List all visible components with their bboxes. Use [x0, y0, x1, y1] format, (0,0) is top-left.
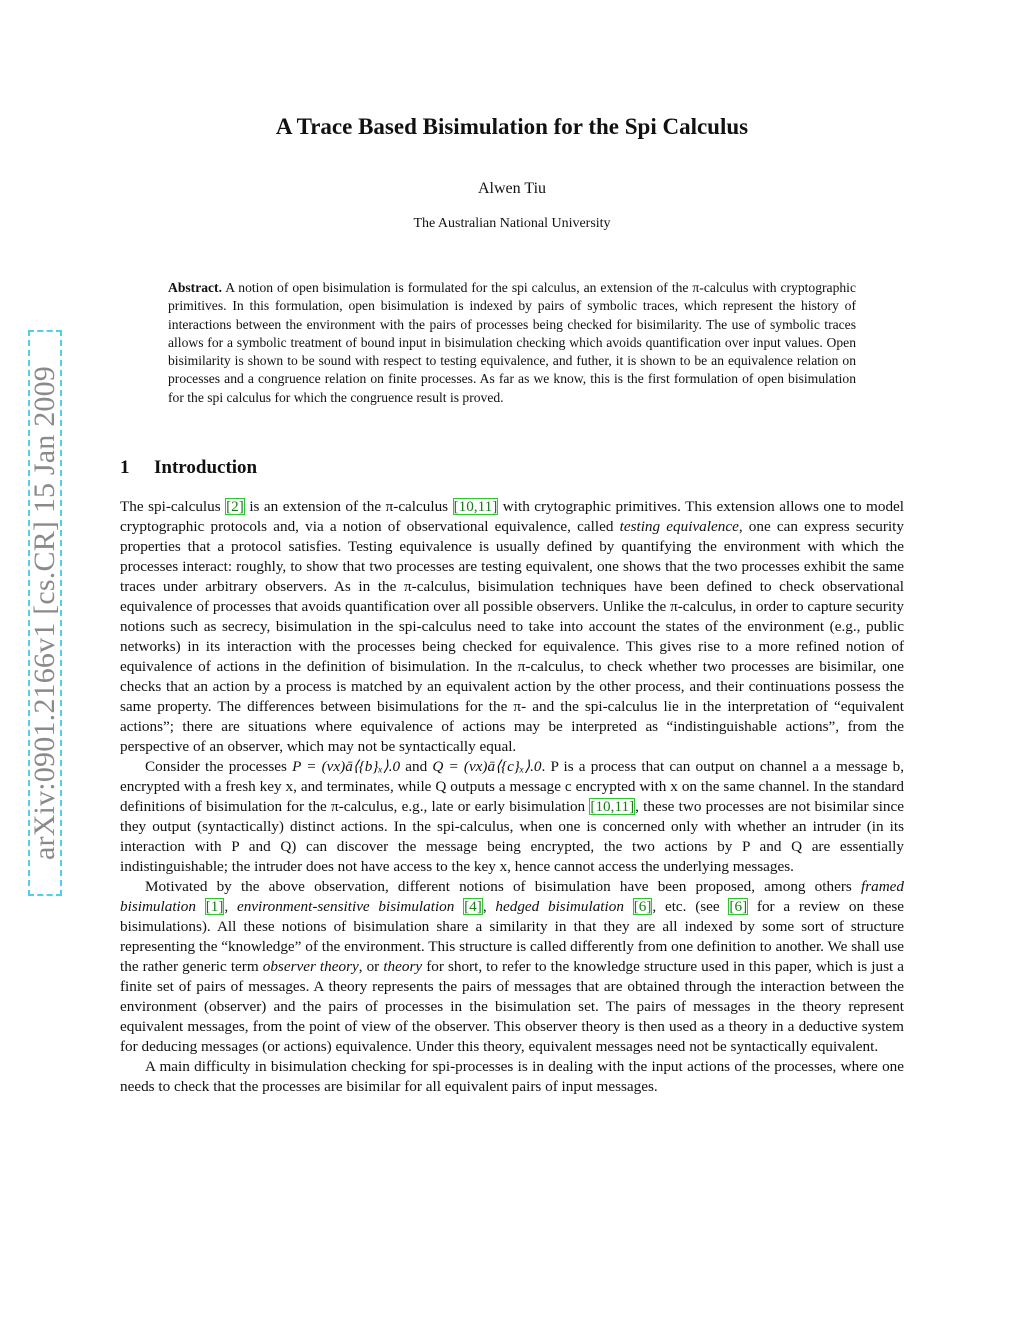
- text-span: . P is a process that can output on channel a a message b, encrypted with a fresh key x, and terminates, while Q outputs a message c encrypted with x on the same channel. In the standard definitions of bisimulation for the π-calculus, e.g., late or early bisimulation: [120, 758, 905, 815]
- citation-link[interactable]: [10,11]: [590, 798, 635, 815]
- author-affiliation: The Australian National University: [413, 216, 611, 231]
- paragraph-4: [120, 1057, 904, 1097]
- citation-link[interactable]: [6]: [633, 898, 652, 915]
- citation-link[interactable]: [6]: [729, 898, 748, 915]
- citation-link[interactable]: [10,11]: [453, 498, 498, 515]
- text-span: is an extension of the π-calculus: [249, 498, 449, 515]
- abstract-text: A notion of open bisimulation is formulated for the spi calculus, an extension of the π-calculus with cryptographic primitives. In this formulation, open bisimulation is indexed by pairs of symbolic traces, which represent the history of interactions between the environment with the pairs of processes being checked for bisimilarity. The use of symbolic traces allows for a symbolic treatment of bound input in bisimulation checking which avoids quantification over input values. Open bisimilarity is shown to be sound with respect to testing equivalence, and futher, it is shown to be an equivalence relation on processes and a congruence relation on finite processes. As far as we know, this is the first formulation of open bisimulation for the spi calculus for which the congruence result is proved.: [168, 280, 856, 405]
- paper-title: A Trace Based Bisimulation for the Spi Calculus: [275, 114, 749, 139]
- citation-link[interactable]: [1]: [205, 898, 224, 915]
- section-number: 1: [120, 457, 130, 478]
- text-span: Consider the processes: [145, 758, 287, 775]
- emphasis: testing equivalence: [619, 518, 739, 535]
- text-span: and: [405, 758, 428, 775]
- text-span: Motivated by the above observation, different notions of bisimulation have been proposed, among others: [145, 878, 852, 895]
- paragraph-1: [120, 497, 904, 757]
- text-span: , or: [358, 958, 380, 975]
- text-span: for short, to refer to the knowledge structure used in this paper, which is just a finite set of pairs of messages. A theory represents the pairs of messages that are obtained through the interaction between the environment (observer) and the pairs of processes in the bisimulation set. The pairs of messages in the theory represent equivalent messages, from the point of view of the observer. This observer theory is then used as a theory in a deductive system for deducing messages (or actions) equivalence. Under this theory, equivalent messages need not be syntactically equivalent.: [120, 958, 905, 1055]
- paragraph-3: Motivated by the above observation, different notions of bisimulation have been proposed, among others framed bisimulation [1], environment-sensitive bisimulation [4], hedged bisimulation [6], etc. (see [6] for a review on these bisimulations). All these notions of bisimulation share a similarity in that they are all indexed by some sort of structure representing the “knowledge” of the environment. This structure is called differently from one definition to another. We shall use the rather generic term observer theory, or theory for short, to refer to the knowledge structure used in this paper, which is just a finite set of pairs of messages. A theory represents the pairs of messages that are obtained through the interaction between the environment (observer) and the pairs of processes in the bisimulation set. The pairs of messages in the theory represent equivalent messages, from the point of view of the observer. This observer theory is then used as a theory in a deductive system for deducing messages (or actions) equivalence. Under this theory, equivalent messages need not be syntactically equivalent.: [120, 878, 905, 1055]
- formula: P = (νx)ā⟨{b}ₓ⟩.0: [292, 758, 401, 775]
- emphasis: hedged bisimulation: [495, 898, 624, 915]
- formula: Q = (νx)ā⟨{c}ₓ⟩.0: [432, 758, 542, 775]
- abstract-label: Abstract.: [168, 280, 222, 295]
- text-span: , etc. (see: [652, 898, 720, 915]
- text-span: The spi-calculus: [120, 498, 221, 515]
- abstract: [168, 279, 856, 407]
- citation-link[interactable]: [4]: [464, 898, 482, 915]
- text-span: , these two processes are not bisimilar since they output (syntactically) distinct actions. In the spi-calculus, when one is concerned only with whether an intruder (in its interaction with P and Q) can discover the message being encrypted, the two actions by P and Q are essentially indistinguishable; the intruder does not have access to the key x, hence cannot access the underlying messages.: [120, 798, 904, 875]
- text-span: for a review on these bisimulations). All these notions of bisimulation share a similarity in that they are all indexed by some sort of structure representing the “knowledge” of the environment. This structure is called differently from one definition to another. We shall use the rather generic term: [120, 898, 905, 975]
- emphasis: framed bisimulation: [120, 878, 905, 915]
- section-heading: [120, 457, 257, 479]
- emphasis: observer theory: [262, 958, 359, 975]
- arxiv-stamp: arXiv:0901.2166v1 [cs.CR] 15 Jan 2009: [28, 365, 61, 861]
- text-span: A main difficulty in bisimulation checking for spi-processes is in dealing with the input actions of the processes, where one needs to check that the processes are bisimilar for all equivalent pairs of input messages.: [120, 1058, 904, 1095]
- body-text: [120, 497, 904, 1097]
- emphasis: environment-sensitive bisimulation: [236, 898, 455, 915]
- section-title: Introduction: [154, 457, 258, 478]
- citation-link[interactable]: [2]: [226, 498, 244, 515]
- paragraph-2: [120, 757, 904, 877]
- author-name: Alwen Tiu: [477, 180, 547, 197]
- text-span: , one can express security properties that a protocol satisfies. Testing equivalence is usually defined by quantifying the environment with which the processes interact: roughly, to show that two processes are testing equivalent, one shows that the two processes exhibit the same traces under arbitrary observers. As in the π-calculus, bisimulation techniques have been defined to check observational equivalence of processes that avoids quantification over all possible observers. Unlike the π-calculus, in order to capture security notions such as secrecy, bisimulation in the spi-calculus need to take into account the states of the environment (e.g., public networks) in its interaction with the processes being checked for equivalence. This gives rise to a more refined notion of equivalence of actions in the definition of bisimulation. In the π-calculus, to check whether two processes are bisimilar, one checks that an action by a process is matched by an equivalent action by the other process, and their continuations possess the same property. The differences between bisimulations for the π- and the spi-calculus lie in the interpretation of “equivalent actions”; there are situations where equivalence of actions may be interpreted as “indistinguishable actions”, from the perspective of an observer, which may not be syntactically equal.: [120, 518, 904, 755]
- text-span: with crytographic primitives. This extension allows one to model cryptographic protocols and, via a notion of observational equivalence, called: [120, 498, 905, 535]
- emphasis: theory: [383, 958, 423, 975]
